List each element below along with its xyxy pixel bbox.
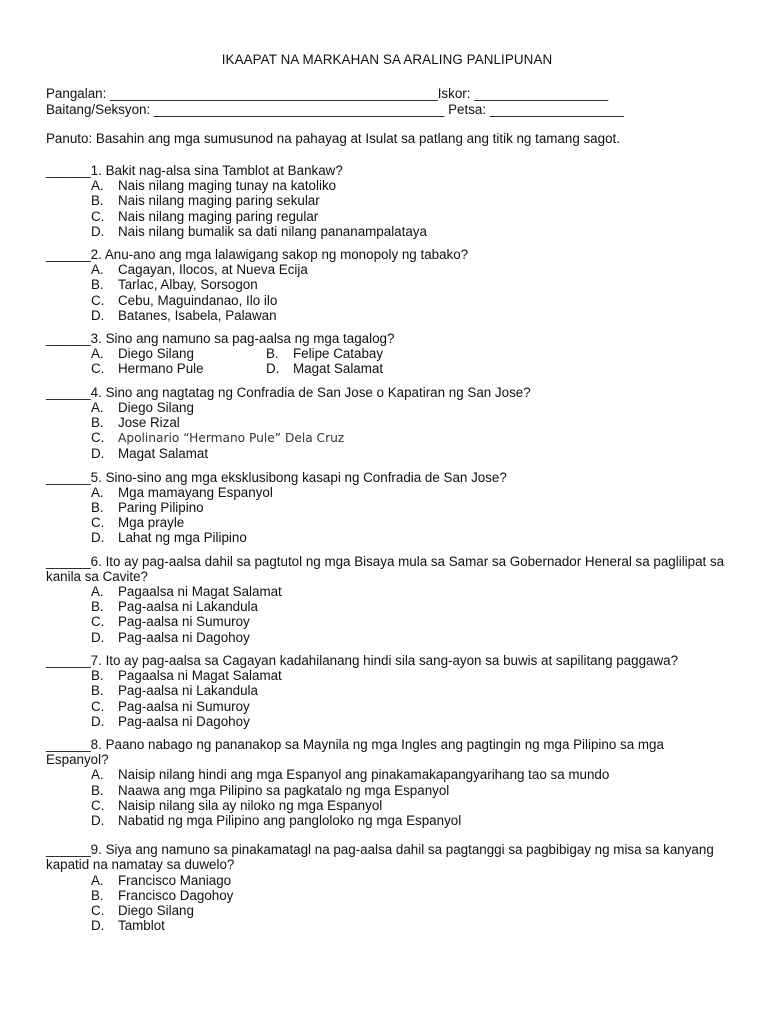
option-d	[91, 813, 728, 828]
option-letter: B.	[91, 415, 104, 431]
question-2	[46, 247, 728, 323]
question-text: ______2. Anu-ano ang mga lalawigang sakop ng monopoly ng tabako?	[46, 247, 469, 263]
question-text: ______7. Ito ay pag-aalsa sa Cagayan kadahilanang hindi sila sang-ayon sa buwis at sapilitang paggawa?	[46, 652, 679, 668]
option-a	[91, 485, 728, 500]
option-c	[91, 614, 728, 629]
options-list	[46, 400, 728, 462]
option-b	[91, 683, 728, 698]
option-text: Pag-aalsa ni Dagohoy	[118, 713, 250, 729]
options-list	[46, 178, 728, 239]
question-text: ______8. Paano nabago ng pananakop sa Maynila ng mga Ingles ang pagtingin ng mga Pilipino sa mga Espanyol?	[46, 736, 664, 768]
option-letter: C.	[91, 208, 105, 224]
option-letter: A.	[91, 178, 104, 194]
option-letter: C.	[91, 614, 105, 630]
option-d	[91, 308, 728, 323]
option-letter: B.	[91, 277, 104, 293]
question-8	[46, 737, 728, 828]
option-b-first	[91, 668, 728, 683]
option-letter: B.	[91, 887, 104, 903]
option-letter: D.	[91, 629, 105, 645]
option-letter: D.	[91, 713, 105, 729]
option-letter: A.	[91, 262, 104, 278]
option-text: Lahat ng mga Pilipino	[118, 530, 247, 546]
option-letter: B.	[91, 668, 104, 684]
question-6	[46, 554, 728, 645]
option-letter: D.	[91, 307, 105, 323]
option-b	[91, 500, 728, 515]
option-text: Batanes, Isabela, Palawan	[118, 307, 277, 323]
option-b	[91, 783, 728, 798]
option-text: Magat Salamat	[293, 361, 384, 377]
option-text: Pag-aalsa ni Sumuroy	[118, 698, 250, 714]
option-letter: D.	[91, 530, 105, 546]
option-a	[91, 873, 728, 888]
option-letter: B.	[91, 500, 104, 516]
options-list	[46, 767, 728, 828]
option-text: Naawa ang mga Pilipino sa pagkatalo ng mga Espanyol	[118, 782, 450, 798]
option-text: Pag-aalsa ni Lakandula	[118, 683, 258, 699]
option-b	[91, 277, 728, 292]
option-a	[91, 584, 728, 599]
option-a	[91, 262, 728, 277]
option-text: Nais nilang bumalik sa dati nilang pananampalataya	[118, 223, 427, 239]
option-letter: C.	[91, 515, 105, 531]
option-letter: D.	[266, 361, 280, 377]
option-text: Diego Silang	[118, 902, 194, 918]
name-score-line: Pangalan: ____________________________________________Iskor: __________________	[46, 86, 609, 101]
option-letter: D.	[91, 446, 105, 462]
question-4	[46, 385, 728, 462]
option-text: Pag-aalsa ni Sumuroy	[118, 614, 250, 630]
option-c	[91, 903, 728, 918]
option-text: Mga mamayang Espanyol	[118, 484, 273, 500]
option-c	[91, 515, 728, 530]
option-a	[91, 178, 728, 193]
option-letter: A.	[91, 484, 104, 500]
option-text: Paring Pilipino	[118, 500, 204, 516]
option-letter: B.	[266, 346, 279, 362]
option-text: Pagaalsa ni Magat Salamat	[118, 584, 282, 600]
option-letter: B.	[91, 782, 104, 798]
option-letter: C.	[91, 902, 105, 918]
option-text: Francisco Maniago	[118, 872, 232, 888]
option-c	[91, 798, 728, 813]
option-letter: A.	[91, 584, 104, 600]
option-letter: B.	[91, 683, 104, 699]
question-9	[46, 842, 728, 933]
option-letter: A.	[91, 346, 104, 362]
option-text: Nabatid ng mga Pilipino ang pangloloko ng mga Espanyol	[118, 812, 462, 828]
option-d	[266, 361, 441, 376]
option-text: Nais nilang maging paring regular	[118, 208, 319, 224]
option-letter: D.	[91, 812, 105, 828]
option-letter: A.	[91, 872, 104, 888]
option-text: Diego Silang	[118, 399, 194, 415]
option-letter: D.	[91, 223, 105, 239]
options-list	[46, 485, 728, 546]
option-letter: C.	[91, 797, 105, 813]
option-a	[91, 346, 266, 361]
question-1	[46, 163, 728, 239]
directions: Panuto: Basahin ang mga sumusunod na pahayag at Isulat sa patlang ang titik ng tamang sagot.	[46, 131, 620, 146]
option-letter: C.	[91, 361, 105, 377]
option-c	[91, 699, 728, 714]
option-d	[91, 918, 728, 933]
option-d	[91, 714, 728, 729]
options-list	[46, 873, 728, 934]
option-text: Mga prayle	[118, 515, 185, 531]
document-title: IKAAPAT NA MARKAHAN SA ARALING PANLIPUNAN	[221, 52, 553, 67]
option-text: Nais nilang maging paring sekular	[118, 193, 320, 209]
section-date-line: Baitang/Seksyon: _______________________________________ Petsa: __________________	[46, 102, 624, 117]
option-letter: B.	[91, 599, 104, 615]
option-text: Pag-aalsa ni Lakandula	[118, 599, 258, 615]
options-row	[91, 346, 728, 361]
question-text: ______3. Sino ang namuno sa pag-aalsa ng mga tagalog?	[46, 331, 395, 347]
option-a	[91, 400, 728, 415]
question-text: ______9. Siya ang namuno sa pinakamatagl na pag-aalsa dahil sa pagtanggi sa pagbibigay ng misa sa kanyang kapatid na namatay sa duwelo?	[46, 842, 714, 873]
option-text: Jose Rizal	[118, 415, 180, 431]
option-text: Pagaalsa ni Magat Salamat	[118, 668, 282, 684]
option-text: Nais nilang maging tunay na katoliko	[118, 178, 337, 194]
option-letter: C.	[91, 698, 105, 714]
option-text: Diego Silang	[118, 346, 194, 362]
option-letter: A.	[91, 767, 104, 783]
option-text: Pag-aalsa ni Dagohoy	[118, 629, 250, 645]
option-text: Cagayan, Ilocos, at Nueva Ecija	[118, 262, 308, 278]
option-d	[91, 446, 728, 461]
option-text: Felipe Catabay	[293, 346, 384, 362]
option-b	[91, 599, 728, 614]
option-b	[266, 346, 441, 361]
option-letter: C.	[91, 430, 105, 446]
question-text: ______1. Bakit nag-alsa sina Tamblot at Bankaw?	[46, 163, 343, 178]
option-d	[91, 224, 728, 239]
option-text: Tamblot	[118, 918, 165, 934]
options-list	[46, 262, 728, 323]
question-text: ______6. Ito ay pag-aalsa dahil sa pagtutol ng mga Bisaya mula sa Samar sa Gobernador Heneral sa paglilipat sa kanila sa Cavite?	[46, 553, 725, 584]
option-letter: D.	[91, 918, 105, 934]
option-b	[91, 888, 728, 903]
option-letter: B.	[91, 193, 104, 209]
question-text: ______4. Sino ang nagtatag ng Confradia de San Jose o Kapatiran ng San Jose?	[46, 384, 531, 400]
option-text: Naisip nilang sila ay niloko ng mga Espanyol	[118, 797, 383, 813]
option-c	[91, 293, 728, 308]
question-7	[46, 653, 728, 729]
options-row	[91, 361, 728, 376]
option-text: Hermano Pule	[118, 361, 204, 377]
options-list	[46, 584, 728, 645]
option-text: Apolinario “Hermano Pule” Dela Cruz	[118, 431, 345, 446]
option-c	[91, 209, 728, 224]
option-b	[91, 415, 728, 430]
option-d	[91, 630, 728, 645]
option-c	[91, 430, 728, 446]
option-text: Cebu, Maguindanao, Ilo ilo	[118, 292, 278, 308]
option-a	[91, 767, 728, 782]
option-letter: A.	[91, 399, 104, 415]
option-text: Tarlac, Albay, Sorsogon	[118, 277, 258, 293]
option-d	[91, 530, 728, 545]
option-letter: C.	[91, 292, 105, 308]
option-text: Francisco Dagohoy	[118, 887, 234, 903]
question-text: ______5. Sino-sino ang mga eksklusibong kasapi ng Confradia de San Jose?	[46, 469, 507, 485]
options-grid	[46, 346, 728, 376]
option-b	[91, 193, 728, 208]
question-5	[46, 470, 728, 546]
option-text: Naisip nilang hindi ang mga Espanyol ang pinakamakapangyarihang tao sa mundo	[118, 767, 610, 783]
option-c	[91, 361, 266, 376]
options-list	[46, 668, 728, 729]
option-text: Magat Salamat	[118, 446, 209, 462]
question-3	[46, 331, 728, 377]
